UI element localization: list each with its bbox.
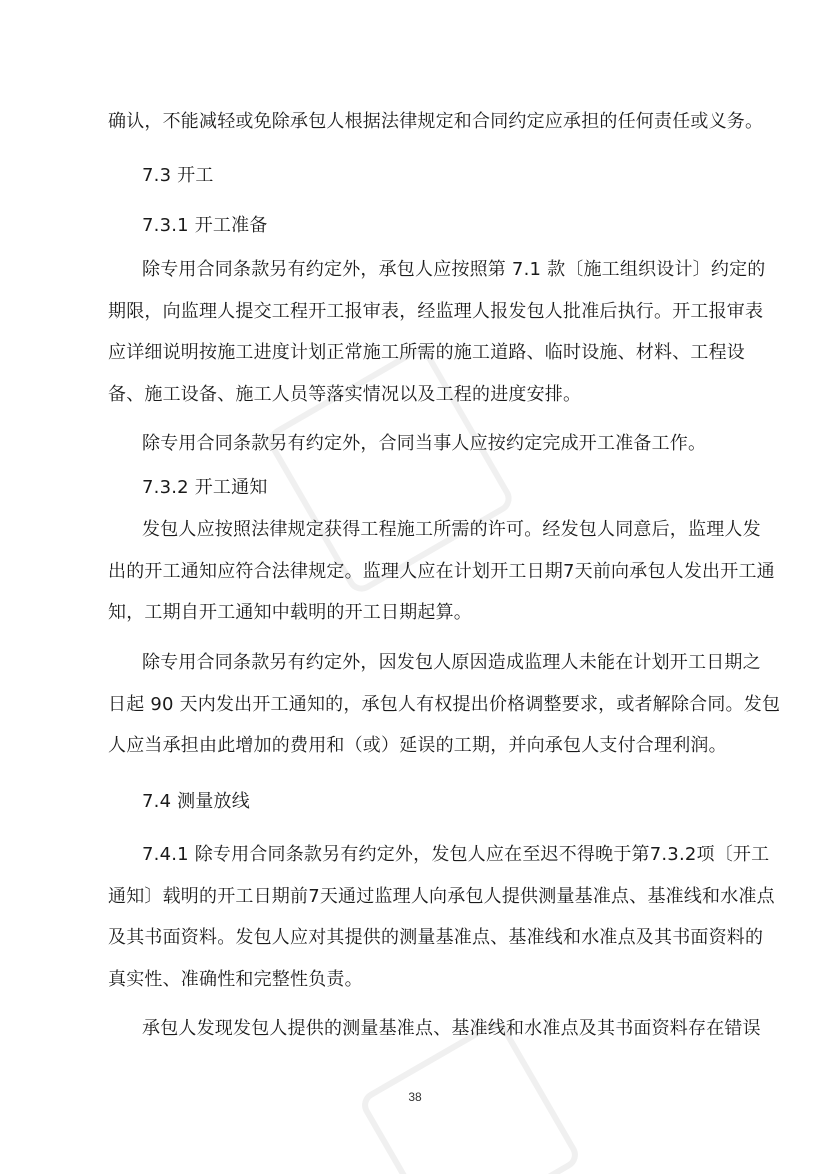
section-heading-7-3: 7.3 开工	[142, 165, 214, 186]
paragraph-line: 除专用合同条款另有约定外，因发包人原因造成监理人未能在计划开工日期之	[142, 652, 761, 673]
paragraph-line: 日起 90 天内发出开工通知的，承包人有权提出价格调整要求，或者解除合同。发包	[108, 694, 781, 715]
paragraph-line: 应详细说明按施工进度计划正常施工所需的施工道路、临时设施、材料、工程设	[108, 342, 745, 363]
paragraph-line: 出的开工通知应符合法律规定。监理人应在计划开工日期7天前向承包人发出开工通	[108, 561, 775, 582]
paragraph-line: 期限，向监理人提交工程开工报审表，经监理人报发包人批准后执行。开工报审表	[108, 301, 764, 322]
paragraph-line: 承包人发现发包人提供的测量基准点、基准线和水准点及其书面资料存在错误	[142, 1018, 761, 1039]
paragraph-line: 除专用合同条款另有约定外，合同当事人应按约定完成开工准备工作。	[142, 433, 707, 454]
paragraph-line: 发包人应按照法律规定获得工程施工所需的许可。经发包人同意后，监理人发	[142, 519, 761, 540]
paragraph-line: 及其书面资料。发包人应对其提供的测量基准点、基准线和水准点及其书面资料的	[108, 927, 764, 948]
paragraph-continuation: 确认，不能减轻或免除承包人根据法律规定和合同约定应承担的任何责任或义务。	[108, 111, 764, 132]
paragraph-line: 7.4.1 除专用合同条款另有约定外，发包人应在至迟不得晚于第7.3.2项〔开工	[142, 844, 770, 865]
page-number: 38	[408, 1090, 422, 1104]
section-heading-7-4: 7.4 测量放线	[142, 791, 250, 812]
paragraph-line: 备、施工设备、施工人员等落实情况以及工程的进度安排。	[108, 384, 582, 405]
paragraph-line: 通知〕载明的开工日期前7天通过监理人向承包人提供测量基准点、基准线和水准点	[108, 886, 775, 907]
paragraph-line: 真实性、准确性和完整性负责。	[108, 969, 363, 990]
paragraph-line: 人应当承担由此增加的费用和（或）延误的工期，并向承包人支付合理利润。	[108, 735, 727, 756]
paragraph-line: 知，工期自开工通知中载明的开工日期起算。	[108, 602, 472, 623]
paragraph-line: 除专用合同条款另有约定外，承包人应按照第 7.1 款〔施工组织设计〕约定的	[142, 259, 766, 280]
subsection-heading-7-3-2: 7.3.2 开工通知	[142, 477, 268, 498]
subsection-heading-7-3-1: 7.3.1 开工准备	[142, 215, 268, 236]
